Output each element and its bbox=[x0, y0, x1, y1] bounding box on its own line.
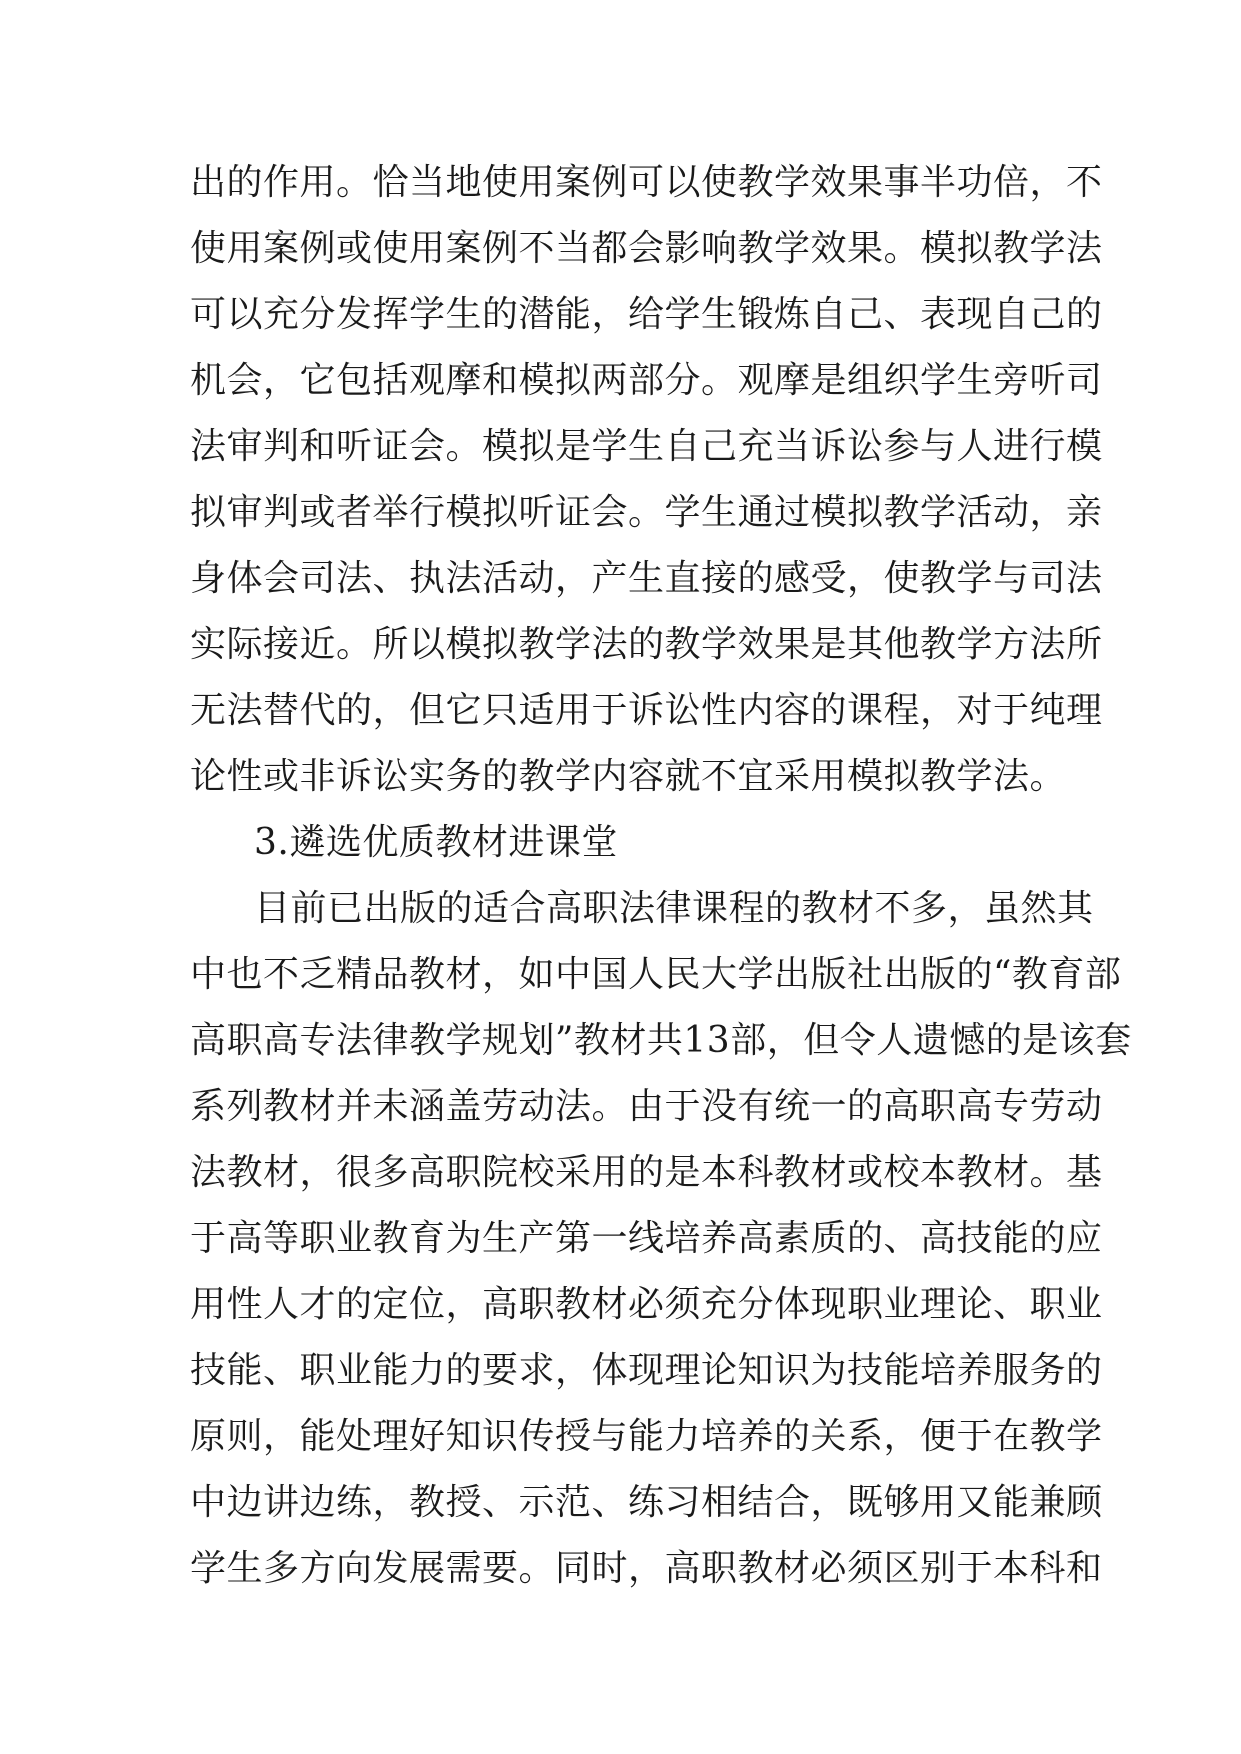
text-line: 技能、职业能力的要求，体现理论知识为技能培养服务的 bbox=[190, 1350, 1103, 1391]
text-line: 无法替代的，但它只适用于诉讼性内容的课程，对于纯理 bbox=[190, 690, 1103, 731]
text-line: 法教材，很多高职院校采用的是本科教材或校本教材。基 bbox=[190, 1152, 1103, 1193]
text-line: 实际接近。所以模拟教学法的教学效果是其他教学方法所 bbox=[190, 624, 1103, 665]
body-text bbox=[190, 150, 1132, 1602]
text-line: 机会，它包括观摩和模拟两部分。观摩是组织学生旁听司 bbox=[190, 360, 1103, 401]
text-line: 中边讲边练，教授、示范、练习相结合，既够用又能兼顾 bbox=[190, 1482, 1103, 1523]
text-line: 原则，能处理好知识传授与能力培养的关系，便于在教学 bbox=[190, 1416, 1103, 1457]
text-line: 法审判和听证会。模拟是学生自己充当诉讼参与人进行模 bbox=[190, 426, 1103, 467]
text-line: 论性或非诉讼实务的教学内容就不宜采用模拟教学法。 bbox=[190, 756, 1067, 797]
text-line: 用性人才的定位，高职教材必须充分体现职业理论、职业 bbox=[190, 1284, 1103, 1325]
text-line: 身体会司法、执法活动，产生直接的感受，使教学与司法 bbox=[190, 558, 1103, 599]
paragraph-start-line: 目前已出版的适合高职法律课程的教材不多，虽然其 bbox=[254, 888, 1094, 929]
text-line: 使用案例或使用案例不当都会影响教学效果。模拟教学法 bbox=[190, 228, 1103, 269]
section-heading: 3.遴选优质教材进课堂 bbox=[254, 822, 618, 863]
text-line: 学生多方向发展需要。同时，高职教材必须区别于本科和 bbox=[190, 1548, 1103, 1589]
text-line: 出的作用。恰当地使用案例可以使教学效果事半功倍，不 bbox=[190, 162, 1103, 203]
text-line: 于高等职业教育为生产第一线培养高素质的、高技能的应 bbox=[190, 1218, 1103, 1259]
text-line: 可以充分发挥学生的潜能，给学生锻炼自己、表现自己的 bbox=[190, 294, 1103, 335]
text-line: 系列教材并未涵盖劳动法。由于没有统一的高职高专劳动 bbox=[190, 1086, 1103, 1127]
text-line: 中也不乏精品教材，如中国人民大学出版社出版的“教育部 bbox=[190, 954, 1122, 995]
text-line: 高职高专法律教学规划”教材共13部，但令人遗憾的是该套 bbox=[190, 1020, 1132, 1061]
text-line: 拟审判或者举行模拟听证会。学生通过模拟教学活动，亲 bbox=[190, 492, 1103, 533]
